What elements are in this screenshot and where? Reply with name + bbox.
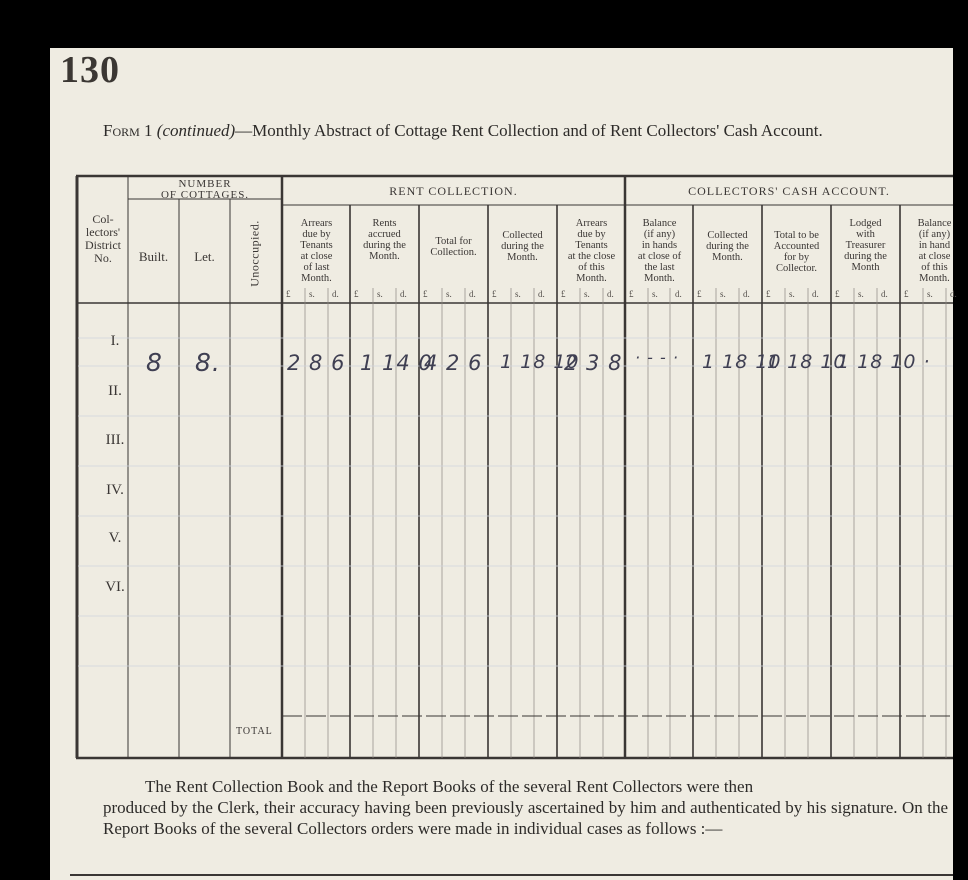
currency-unit-7-1: £ [697,289,702,299]
entry-lodged: 1 18 10 · [837,351,931,373]
entry-let: 8. [195,348,221,377]
abstract-table-grid [50,48,953,880]
form-continued: (continued) [156,121,236,140]
row-label-2: II. [108,383,122,399]
currency-unit-4-2: s. [515,289,521,299]
currency-unit-6-1: £ [629,289,634,299]
entry-total-accounted: 1 18 10 [767,351,847,373]
group-rent-header: RENT COLLECTION. [389,184,518,198]
currency-unit-8-1: £ [766,289,771,299]
currency-unit-2-3: d. [400,289,407,299]
currency-unit-6-3: d. [675,289,682,299]
paragraph-rest: produced by the Clerk, their accuracy having been previously ascertained by him and authenticated by his signature. On the Report Books of the several Collectors orders were made in individual cases as follows :— [103,798,948,838]
entry-rents-accrued: 1 14 0 [360,351,433,375]
col-district-header: Col- lectors' District No. [85,212,121,265]
form-title: —Monthly Abstract of Cottage Rent Collection and of Rent Collectors' Cash Account. [235,121,823,140]
currency-unit-7-3: d. [743,289,750,299]
group-cottages-header: NUMBER OF COTTAGES. [160,178,250,201]
currency-unit-2-2: s. [377,289,383,299]
currency-unit-3-2: s. [446,289,452,299]
row-label-4: IV. [106,482,124,498]
entry-balance-last: · - - · [635,348,679,367]
currency-unit-4-3: d. [538,289,545,299]
row-label-1: I. [110,333,120,349]
currency-unit-3-3: d. [469,289,476,299]
entry-cash-collected: 1 18 10 [702,351,782,373]
currency-unit-8-3: d. [812,289,819,299]
money-column-header-6: Balance (if any) in hands at close of the last Month. [637,218,682,284]
entry-collected: 1 18 10 [500,351,580,373]
currency-unit-6-2: s. [652,289,658,299]
col-built-header: Built. [138,249,169,264]
money-column-header-1: Arrears due by Tenants at close of last Month. [300,218,333,284]
total-label: TOTAL [236,726,273,737]
currency-unit-10-2: s. [927,289,933,299]
body-paragraph [103,776,948,839]
money-column-header-3: Total for Collection. [430,236,477,258]
row-label-5: V. [108,530,122,546]
money-column-header-8: Total to be Accounted for by Collector. [773,230,820,274]
group-cash-header: COLLECTORS' CASH ACCOUNT. [688,184,890,198]
entry-arrears-this: 2 3 8 [564,351,623,375]
currency-unit-10-3: d. [950,289,957,299]
currency-unit-5-3: d. [607,289,614,299]
money-column-header-10: Balance (if any) in hand at close of this Month. [917,218,952,284]
money-column-header-5: Arrears due by Tenants at the close of this Month. [567,218,616,284]
currency-unit-5-2: s. [584,289,590,299]
document-page [50,48,957,880]
currency-unit-10-1: £ [904,289,909,299]
currency-unit-9-3: d. [881,289,888,299]
currency-unit-9-1: £ [835,289,840,299]
currency-unit-1-1: £ [286,289,291,299]
entry-arrears-last: 2 8 6 [287,351,346,375]
currency-unit-8-2: s. [789,289,795,299]
money-column-header-9: Lodged with Treasurer during the Month [844,218,887,273]
money-column-header-7: Collected during the Month. [706,230,749,263]
currency-unit-1-3: d. [332,289,339,299]
entry-total-collection: 4 2 6 [424,351,483,375]
currency-unit-4-1: £ [492,289,497,299]
currency-unit-7-2: s. [720,289,726,299]
row-label-6: VI. [105,579,125,595]
currency-unit-1-2: s. [309,289,315,299]
currency-unit-3-1: £ [423,289,428,299]
paragraph-first-line: The Rent Collection Book and the Report Books of the several Rent Collectors were then [145,777,754,796]
currency-unit-5-1: £ [561,289,566,299]
col-let-header: Let. [194,249,215,264]
row-label-3: III. [105,432,125,448]
money-column-header-2: Rents accrued during the Month. [363,218,406,262]
money-column-header-4: Collected during the Month. [501,230,544,263]
currency-unit-9-2: s. [858,289,864,299]
page-number: 130 [60,49,120,91]
col-unoccupied-header: Unoccupied. [247,220,262,287]
entry-built: 8 [146,348,163,377]
form-label: Form 1 [103,121,153,140]
currency-unit-2-1: £ [354,289,359,299]
